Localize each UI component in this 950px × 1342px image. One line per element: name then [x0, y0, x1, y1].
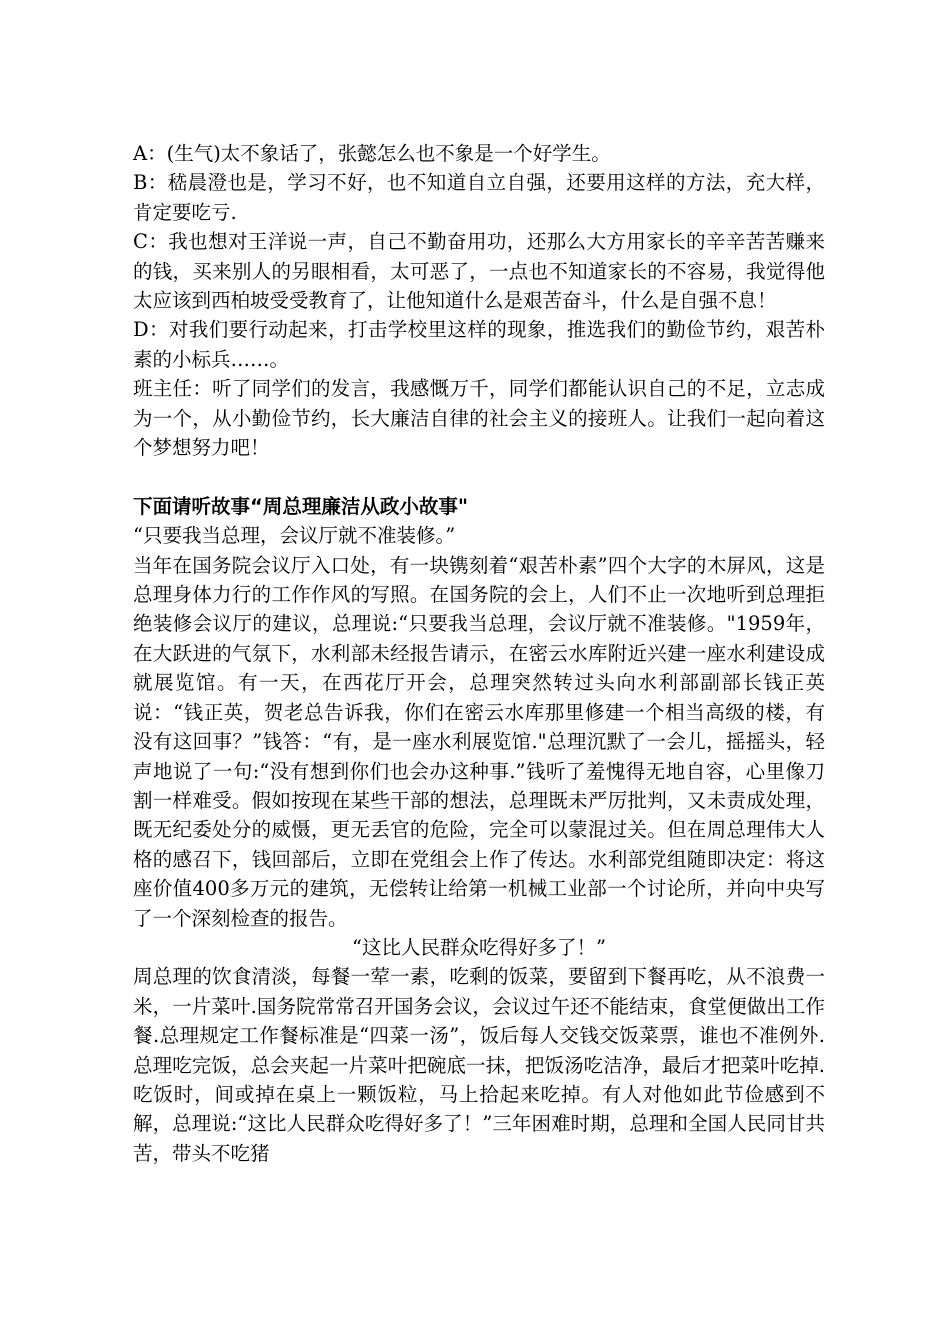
section1-title: “只要我当总理，会议厅就不准装修。” [133, 524, 456, 548]
section1-body: 当年在国务院会议厅入口处，有一块镌刻着“艰苦朴素”四个大字的木屏风，这是总理身体力行的工作作风的写照。在国务院的会上，人们不止一次地听到总理拒绝装修会议厅的建议，总理说:“只要我当总理，会议厅就不准装修。"1959年，在大跃进的气氛下，水利部未经报告请示，在密云水库附近兴建一座水利建设成就展览馆。有一天，在西花厅开会，总理突然转过头向水利部副部长钱正英说：“钱正英，贺老总告诉我，你们在密云水库那里修建一个相当高级的楼，有没有这回事？”钱答：“有，是一座水利展览馆."总理沉默了一会儿，摇摇头，轻声地说了一句:“没有想到你们也会办这种事.”钱听了羞愧得无地自容，心里像刀割一样难受。假如按现在某些干部的想法，总理既未严厉批判，又未责成处理，既无纪委处分的威慑，更无丢官的危险，完全可以蒙混过关。但在周总理伟大人格的感召下，钱回部后，立即在党组会上作了传达。水利部党组随即决定：将这座价值400多万元的建筑，无偿转让给第一机械工业部一个讨论所，并向中央写了一个深刻检查的报告。 [133, 553, 825, 930]
dialogue-line-d: D：对我们要行动起来，打击学校里这样的现象，推选我们的勤俭节约，艰苦朴素的小标兵……。 [133, 318, 825, 371]
document-page [133, 139, 825, 1168]
story-heading: 下面请听故事“周总理廉洁从政小故事" [133, 494, 468, 518]
section2-body: 周总理的饮食清淡，每餐一荤一素，吃剩的饭菜，要留到下餐再吃，从不浪费一米，一片菜叶.国务院常常召开国务会议，会议过午还不能结束，食堂便做出工作餐.总理规定工作餐标准是“四菜一汤”，饭后每人交钱交饭菜票，谁也不准例外.总理吃完饭，总会夹起一片菜叶把碗底一抹，把饭汤吃洁净，最后才把菜叶吃掉.吃饭时，间或掉在桌上一颗饭粒，马上拾起来吃掉。有人对他如此节俭感到不解，总理说:“这比人民群众吃得好多了！”三年困难时期，总理和全国人民同甘共苦，带头不吃猪 [133, 965, 825, 1165]
dialogue-line-b: B：嵇晨澄也是，学习不好，也不知道自立自强，还要用这样的方法，充大样，肯定要吃亏. [133, 171, 825, 224]
dialogue-line-c: C：我也想对王洋说一声，自己不勤奋用功，还那么大方用家长的辛辛苦苦赚来的钱，买来别人的另眼相看，太可恶了，一点也不知道家长的不容易，我觉得他太应该到西柏坡受受教育了，让他知道什么是艰苦奋斗，什么是自强不息！ [133, 230, 825, 313]
section2-title: “这比人民群众吃得好多了！” [352, 935, 606, 959]
dialogue-line-teacher: 班主任：听了同学们的发言，我感慨万千，同学们都能认识自己的不足，立志成为一个，从小勤俭节约，长大廉洁自律的社会主义的接班人。让我们一起向着这个梦想努力吧！ [133, 377, 825, 460]
dialogue-line-a: A：(生气)太不象话了，张懿怎么也不象是一个好学生。 [133, 142, 611, 165]
blank-line [133, 462, 825, 491]
